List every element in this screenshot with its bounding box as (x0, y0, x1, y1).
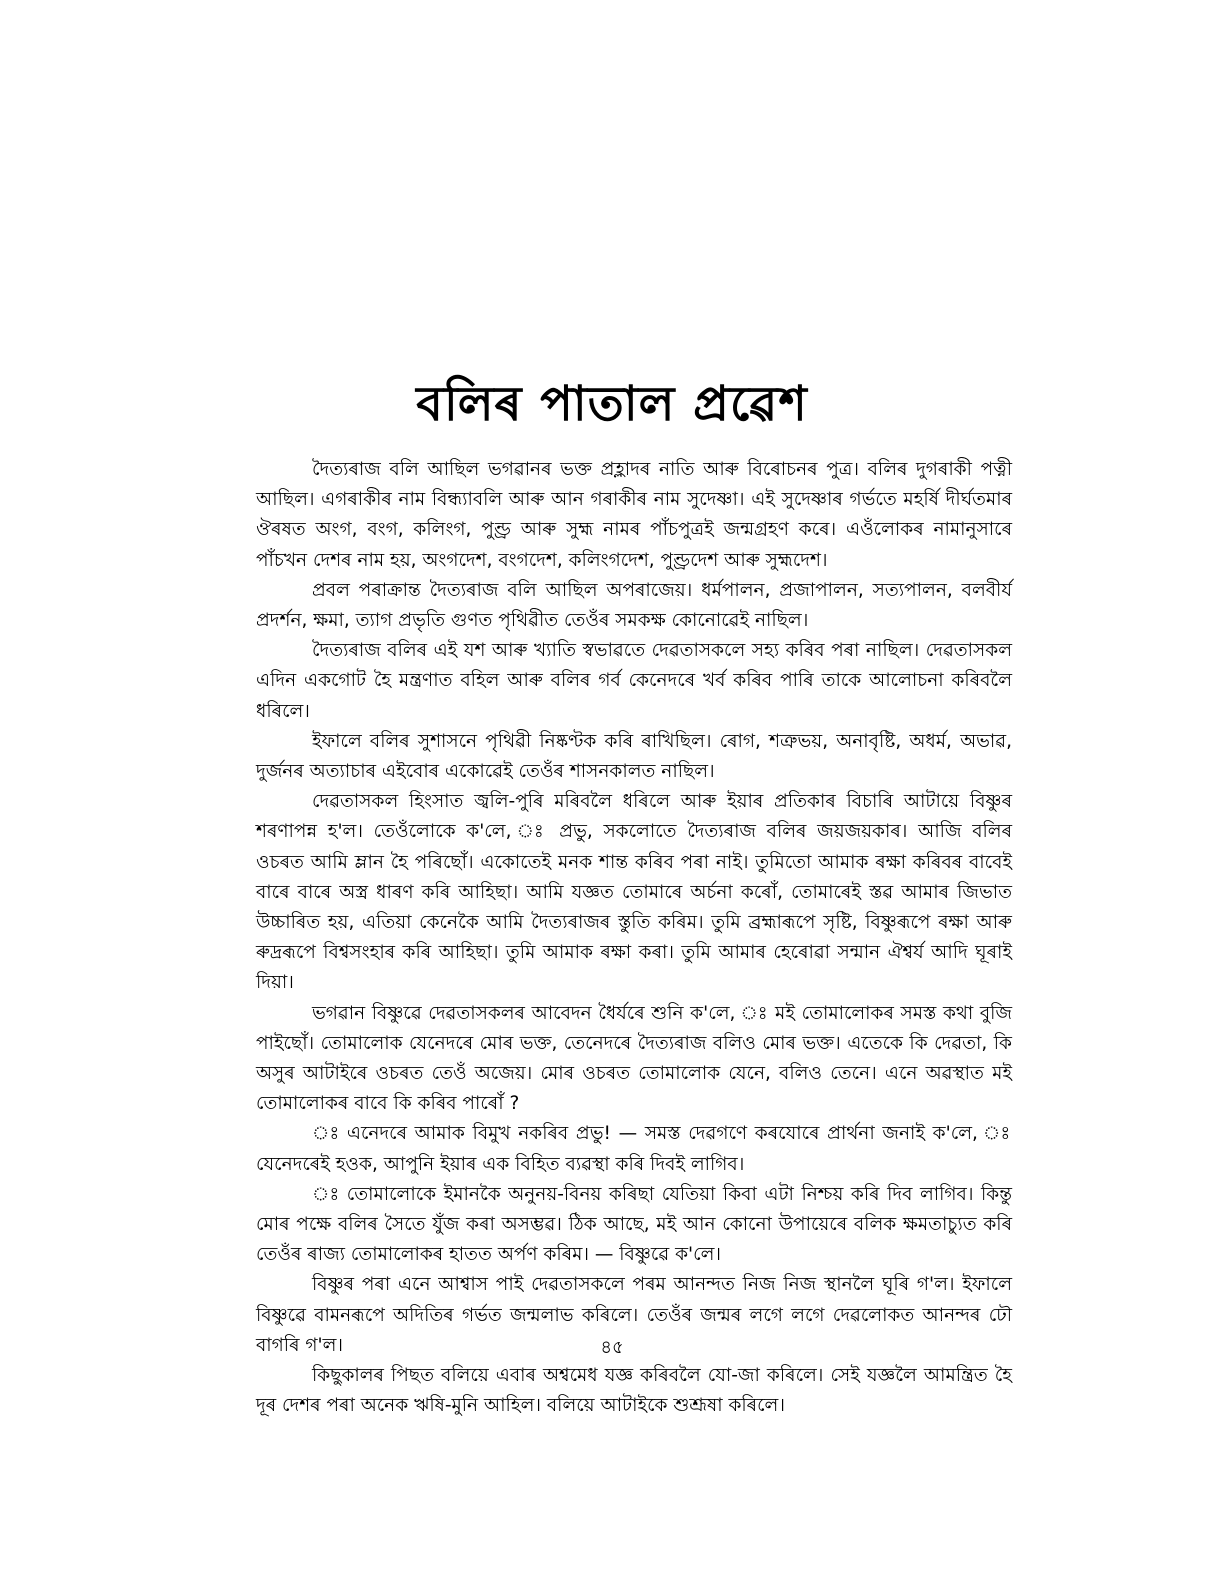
paragraph: ভগৱান বিষ্ণুৱে দেৱতাসকলৰ আবেদন ধৈৰ্যৰে শুনি ক'লে, ঃ মই তোমালোকৰ সমস্ত কথা বুজি পাইছোঁ। তোমালোক যেনেদৰে মোৰ ভক্ত, তেনেদৰে দৈত্যৰাজ বলিও মোৰ ভক্ত। এতেকে কি দেৱতা, কি অসুৰ আটাইৰে ওচৰত তেওঁ অজেয়। মোৰ ওচৰত তোমালোক যেনে, বলিও তেনে। এনে অৱস্থাত মই তোমালোকৰ বাবে কি কৰিব পাৰোঁ ? (256, 1002, 1012, 1115)
paragraph: দেৱতাসকল হিংসাত জ্বলি-পুৰি মৰিবলৈ ধৰিলে আৰু ইয়াৰ প্ৰতিকাৰ বিচাৰি আটায়ে বিষ্ণুৰ শৰণাপন্ন হ'ল। তেওঁলোকে ক'লে, ঃ প্ৰভু, সকলোতে দৈত্যৰাজ বলিৰ জয়জয়কাৰ। আজি বলিৰ ওচৰত আমি ম্লান হৈ পৰিছোঁ। একোতেই মনক শান্ত কৰিব পৰা নাই। তুমিতো আমাক ৰক্ষা কৰিবৰ বাবেই বাৰে বাৰে অস্ত্ৰ ধাৰণ কৰি আহিছা। আমি যজ্ঞত তোমাৰে অৰ্চনা কৰোঁ, তোমাৰেই স্তৱ আমাৰ জিভাত উচ্চাৰিত হয়, এতিয়া কেনেকৈ আমি দৈত্যৰাজৰ স্তুতি কৰিম। তুমি ব্ৰহ্মাৰূপে সৃষ্টি, বিষ্ণুৰূপে ৰক্ষা আৰু ৰুদ্ৰৰূপে বিশ্বসংহাৰ কৰি আহিছা। তুমি আমাক ৰক্ষা কৰা। তুমি আমাৰ হেৰোৱা সন্মান ঐশ্বৰ্য আদি ঘূৰাই দিয়া। (256, 791, 1012, 994)
paragraph: ইফালে বলিৰ সুশাসনে পৃথিৱী নিষ্কণ্টক কৰি ৰাখিছিল। ৰোগ, শত্ৰুভয়, অনাবৃষ্টি, অধৰ্ম, অভাৱ, দুৰ্জনৰ অত্যাচাৰ এইবোৰ একোৱেই তেওঁৰ শাসনকালত নাছিল। (256, 730, 1012, 783)
paragraph: দৈত্যৰাজ বলি আছিল ভগৱানৰ ভক্ত প্ৰহ্লাদৰ নাতি আৰু বিৰোচনৰ পুত্ৰ। বলিৰ দুগৰাকী পত্নী আছিল। এগৰাকীৰ নাম বিন্ধ্যাবলি আৰু আন গৰাকীৰ নাম সুদেষ্ণা। এই সুদেষ্ণাৰ গৰ্ভতে মহৰ্ষি দীৰ্ঘতমাৰ ঔৰষত অংগ, বংগ, কলিংগ, পুণ্ড্ৰ আৰু সুহ্ম নামৰ পাঁচপুত্ৰই জন্মগ্ৰহণ কৰে। এওঁলোকৰ নামানুসাৰে পাঁচখন দেশৰ নাম হয়, অংগদেশ, বংগদেশ, কলিংগদেশ, পুণ্ড্ৰদেশ আৰু সুহ্মদেশ। (256, 459, 1012, 571)
paragraph: কিছুকালৰ পিছত বলিয়ে এবাৰ অশ্বমেধ যজ্ঞ কৰিবলৈ যো-জা কৰিলে। সেই যজ্ঞলৈ আমন্ত্ৰিত হৈ দূৰ দেশৰ পৰা অনেক ঋষি-মুনি আহিল। বলিয়ে আটাইকে শুশ্ৰূষা কৰিলে। (256, 1365, 1012, 1417)
paragraph: ঃ এনেদৰে আমাক বিমুখ নকৰিব প্ৰভু! — সমস্ত দেৱগণে কৰযোৰে প্ৰাৰ্থনা জনাই ক'লে, ঃ যেনেদৰেই হওক, আপুনি ইয়াৰ এক বিহিত ব্যৱস্থা কৰি দিবই লাগিব। (256, 1123, 1012, 1175)
page-title: বলিৰ পাতাল প্ৰৱেশ (416, 376, 808, 433)
paragraph: বিষ্ণুৰ পৰা এনে আশ্বাস পাই দেৱতাসকলে পৰম আনন্দত নিজ নিজ স্থানলৈ ঘূৰি গ'ল। ইফালে বিষ্ণুৱে বামনৰূপে অদিতিৰ গৰ্ভত জন্মলাভ কৰিলে। তেওঁৰ জন্মৰ লগে লগে দেৱলোকত আনন্দৰ ঢৌ বাগৰি গ'ল। (256, 1274, 1012, 1356)
body-text (256, 455, 1012, 1422)
paragraph: ঃ তোমালোকে ইমানকৈ অনুনয়-বিনয় কৰিছা যেতিয়া কিবা এটা নিশ্চয় কৰি দিব লাগিব। কিন্তু মোৰ পক্ষে বলিৰ সৈতে যুঁজ কৰা অসম্ভৱ। ঠিক আছে, মই আন কোনো উপায়েৰে বলিক ক্ষমতাচ্যুত কৰি তেওঁৰ ৰাজ্য তোমালোকৰ হাতত অৰ্পণ কৰিম। — বিষ্ণুৱে ক'লে। (256, 1183, 1012, 1266)
paragraph: প্ৰবল পৰাক্ৰান্ত দৈত্যৰাজ বলি আছিল অপৰাজেয়। ধৰ্মপালন, প্ৰজাপালন, সত্যপালন, বলবীৰ্য প্ৰদৰ্শন, ক্ষমা, ত্যাগ প্ৰভৃতি গুণত পৃথিৱীত তেওঁৰ সমকক্ষ কোনোৱেই নাছিল। (256, 579, 1012, 632)
paragraph: দৈত্যৰাজ বলিৰ এই যশ আৰু খ্যাতি স্বভাৱতে দেৱতাসকলে সহ্য কৰিব পৰা নাছিল। দেৱতাসকল এদিন একগোট হৈ মন্ত্ৰণাত বহিল আৰু বলিৰ গৰ্ব কেনেদৰে খৰ্ব কৰিব পাৰি তাকে আলোচনা কৰিবলৈ ধৰিলে। (256, 640, 1012, 722)
page-number: ৪৫ (600, 1337, 624, 1358)
